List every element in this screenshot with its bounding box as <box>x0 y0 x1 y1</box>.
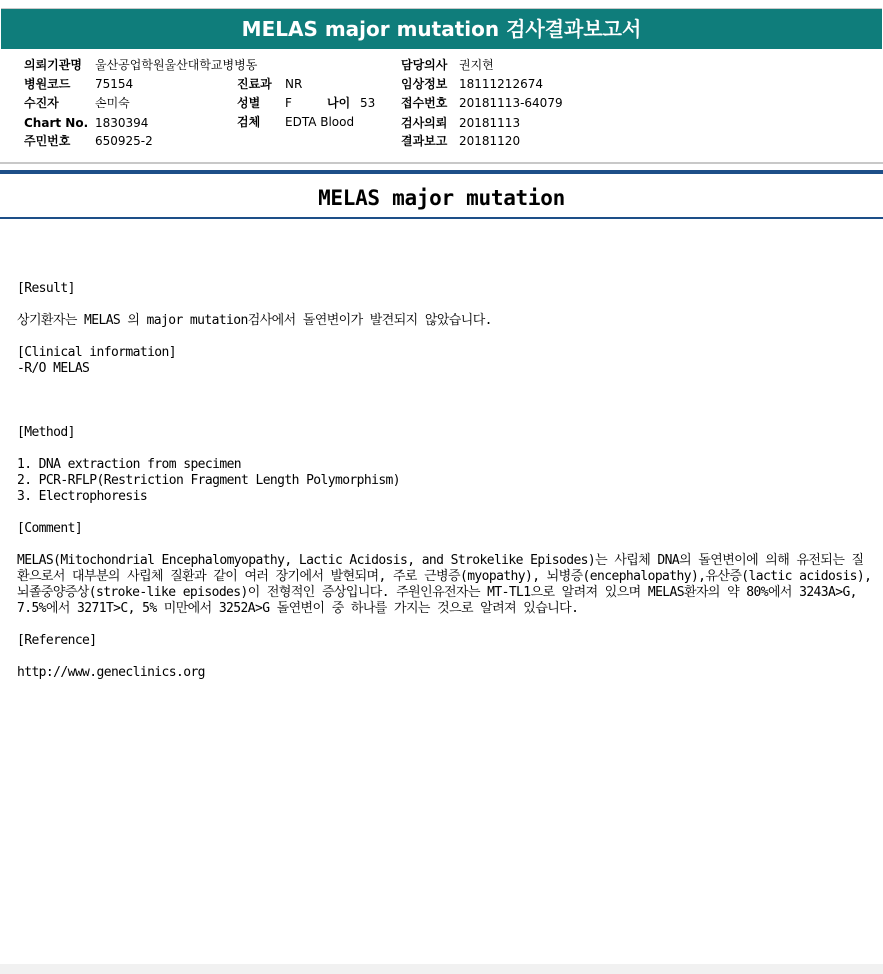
info-divider <box>0 162 883 164</box>
hospital-code-value: 75154 <box>95 77 134 91</box>
resident-no-label: 주민번호 <box>24 134 71 148</box>
report-title: MELAS major mutation <box>318 186 565 210</box>
report-title-rule <box>0 217 883 219</box>
department-label: 진료과 <box>237 77 272 91</box>
report-header-title: MELAS major mutation 검사결과보고서 <box>1 8 882 49</box>
doctor-label: 담당의사 <box>401 58 448 72</box>
specimen-label: 검체 <box>237 115 261 129</box>
institution-value: 울산공업학원울산대학교병병동 <box>95 58 258 72</box>
method-item: 3. Electrophoresis <box>17 489 148 504</box>
chart-no-value: 1830394 <box>95 116 149 130</box>
receipt-no-label: 접수번호 <box>401 96 448 110</box>
method-item: 1. DNA extraction from specimen <box>17 457 242 472</box>
result-text: 상기환자는 MELAS 의 major mutation검사에서 돌연변이가 발견되지 않았습니다. <box>17 313 492 328</box>
patient-info-panel <box>0 49 883 163</box>
clinical-info-label: 임상정보 <box>401 77 448 91</box>
bottom-bar <box>0 964 883 974</box>
sex-value: F <box>285 96 292 110</box>
test-request-value: 20181113 <box>459 116 521 130</box>
specimen-value: EDTA Blood <box>285 115 355 129</box>
department-value: NR <box>285 77 303 91</box>
sex-label: 성별 <box>237 96 261 110</box>
hospital-code-label: 병원코드 <box>24 77 71 91</box>
result-heading: [Result] <box>17 281 75 296</box>
clinical-text: -R/O MELAS <box>17 361 90 376</box>
method-heading: [Method] <box>17 425 75 440</box>
method-item: 2. PCR-RFLP(Restriction Fragment Length Polymorphism) <box>17 473 401 488</box>
recipient-label: 수진자 <box>24 96 59 110</box>
clinical-heading: [Clinical information] <box>17 345 176 360</box>
report-top-rule <box>0 170 883 174</box>
report-body <box>17 281 875 681</box>
comment-text: MELAS(Mitochondrial Encephalomyopathy, Lactic Acidosis, and Strokelike Episodes)는 사립체 DNA의 돌연변이에 의해 유전되는 질환으로서 대부분의 사립체 질환과 같이 여러 장기에서 발현되며, 주로 근병증(myopathy), 뇌병증(encephalopathy),유산증(lactic acidosis),뇌졸중양증상(stroke-like episodes)이 전형적인 증상입니다. 주원인유전자는 MT-TL1으로 알려져 있으며 MELAS환자의 약 80%에서 3243A>G, 7.5%에서 3271T>C, 5% 미만에서 3252A>G 돌연변이 중 하나를 가지는 것으로 알려져 있습니다. <box>17 553 872 616</box>
comment-heading: [Comment] <box>17 521 83 536</box>
doctor-value: 권지현 <box>459 58 494 72</box>
resident-no-value: 650925-2 <box>95 134 153 148</box>
result-report-value: 20181120 <box>459 134 521 148</box>
clinical-info-value: 18111212674 <box>459 77 543 91</box>
result-report-label: 결과보고 <box>401 134 448 148</box>
recipient-value: 손미숙 <box>95 96 130 110</box>
test-request-label: 검사의뢰 <box>401 116 448 130</box>
age-value: 53 <box>360 96 376 110</box>
reference-heading: [Reference] <box>17 633 97 648</box>
reference-link[interactable]: http://www.geneclinics.org <box>17 665 205 680</box>
chart-no-label: Chart No. <box>24 116 89 130</box>
receipt-no-value: 20181113-64079 <box>459 96 563 110</box>
institution-label: 의뢰기관명 <box>24 58 82 72</box>
age-label: 나이 <box>327 96 351 110</box>
